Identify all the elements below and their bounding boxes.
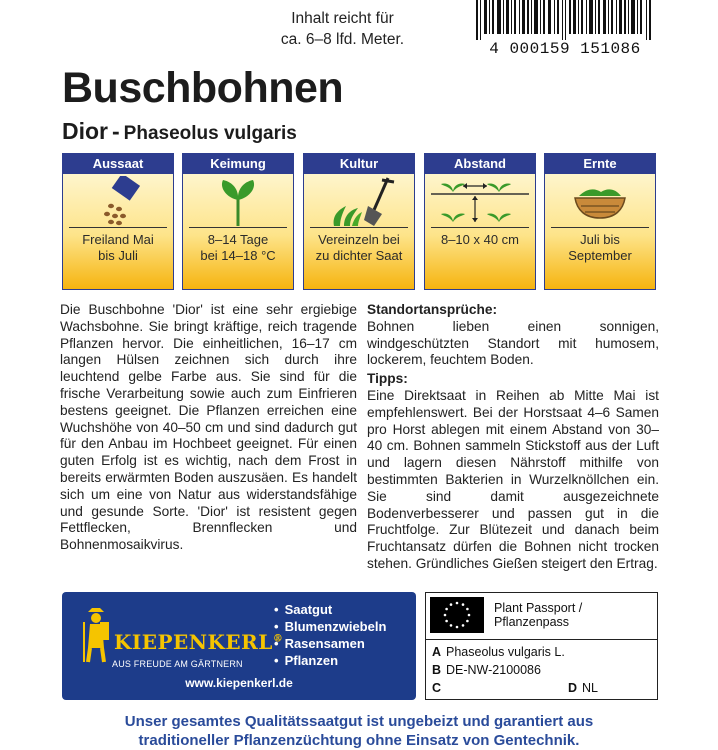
brand-tagline: AUS FREUDE AM GÄRTNERN: [112, 659, 243, 669]
ground-line: [551, 227, 649, 228]
product-title: Buschbohnen: [62, 64, 344, 112]
list-item: • Blumenzwiebeln: [274, 618, 386, 635]
panel-text: Juli bis September: [568, 232, 632, 263]
spacing-icon: [425, 176, 535, 226]
list-item: • Rasensamen: [274, 635, 386, 652]
panel-heading: Ernte: [545, 154, 655, 174]
content-info: [250, 8, 435, 50]
brand-name: KIEPENKERL®: [114, 630, 284, 654]
passport-row-b: B DE-NW-2100086: [432, 663, 541, 677]
ground-line: [189, 227, 287, 228]
standort-text: Bohnen lieben einen sonnigen, windgeschützten Standort mit humosem, lockerem, feuchtem Boden.: [367, 318, 659, 368]
subtitle-separator: -: [112, 118, 120, 144]
seedling-icon: [183, 176, 293, 226]
content-info-line1: Inhalt reicht für: [291, 10, 394, 27]
panel-text: Vereinzeln bei zu dichter Saat: [315, 232, 403, 263]
variety-name: Dior: [62, 118, 108, 144]
brand-box: [62, 592, 416, 700]
seed-packet-icon: [63, 176, 173, 226]
list-item: • Pflanzen: [274, 652, 386, 669]
panel-keimung: [182, 153, 294, 290]
product-subtitle: [62, 118, 297, 145]
eu-flag-icon: [430, 597, 484, 633]
passport-row-a: A Phaseolus vulgaris L.: [432, 645, 565, 659]
panel-aussaat: [62, 153, 174, 290]
passport-row-d: D NL: [568, 681, 598, 695]
quality-statement: Unser gesamtes Qualitätssaatgut ist ungebeizt und garantiert aus traditioneller Pflanzenzüchtung ohne Einsatz von Gentechnik.: [124, 713, 594, 749]
spade-icon: [304, 176, 414, 226]
list-item: • Saatgut: [274, 601, 386, 618]
panel-heading: Keimung: [183, 154, 293, 174]
panel-kultur: [303, 153, 415, 290]
panel-text: Freiland Mai bis Juli: [82, 232, 154, 263]
panel-heading: Aussaat: [63, 154, 173, 174]
website-link[interactable]: www.kiepenkerl.de: [185, 676, 293, 690]
passport-title: Plant Passport / Pflanzenpass: [494, 601, 583, 629]
panel-heading: Abstand: [425, 154, 535, 174]
plant-passport: [425, 592, 658, 700]
growing-info: [367, 302, 659, 573]
passport-row-c: C: [432, 681, 442, 695]
ground-line: [69, 227, 167, 228]
panel-abstand: [424, 153, 536, 290]
latin-name: Phaseolus vulgaris: [123, 123, 297, 144]
tipps-heading: Tipps:: [367, 371, 408, 387]
standort-heading: Standortansprüche:: [367, 302, 498, 317]
panel-ernte: [544, 153, 656, 290]
harvest-basket-icon: [545, 176, 655, 226]
barcode-icon: [476, 0, 652, 40]
product-range-list: [274, 601, 386, 669]
panel-text: 8–14 Tage bei 14–18 °C: [200, 232, 276, 263]
ground-line: [431, 227, 529, 228]
kiepenkerl-figure-icon: [78, 604, 112, 666]
content-info-line2: ca. 6–8 lfd. Meter.: [280, 31, 405, 48]
barcode-number: 4 000159 151086: [489, 40, 641, 58]
kiepenkerl-logo: [78, 604, 284, 669]
ground-line: [310, 227, 408, 228]
panel-heading: Kultur: [304, 154, 414, 174]
product-description: Die Buschbohne 'Dior' ist eine sehr ergiebige Wachsbohne. Sie bringt kräftige, reich tragende Pflanzen hervor. Die einheitlichen, 16–17 cm langen Hülsen zeichnen sich durch ihre leuchtend gelbe Farbe aus. Sie sind für die frische Verarbeitung sowie auch zum Einfrieren bestens geeignet. Die Pflanzen erreichen eine Wuchshöhe von 40–50 cm und sind dadurch gut für den Anbau im Hochbeet geeignet. Für einen guten Erfolg ist es wichtig, nach dem Frost in bereits erwärmten Boden auszusäen. Es handelt sich um eine von Natur aus widerstandsfähige und gesunde Sorte. 'Dior' ist resistent gegen Fettflecken, Brennflecken und Bohnenmosaikvirus.: [60, 302, 357, 553]
passport-divider: [426, 639, 657, 640]
tipps-text: Eine Direktsaat in Reihen ab Mitte Mai ist empfehlenswert. Bei der Horstsaat 4–6 Samen pro Horst ablegen mit einem Abstand von 30–40 cm. Bohnen sammeln Stickstoff aus der Luft und lagern diesen Nährstoff mithilfe von bestimmten Bakterien in Wurzelknöllchen ein. Sie sind damit ausgezeichnete Bodenverbesserer und passen gut in die Fruchtfolge. Zur Blütezeit und danach beim Fruchtansatz dürfen die Bohnen nicht trocken stehen. Gründliches Gießen steigert den Ertrag.: [367, 387, 659, 571]
panel-text: 8–10 x 40 cm: [440, 232, 520, 247]
